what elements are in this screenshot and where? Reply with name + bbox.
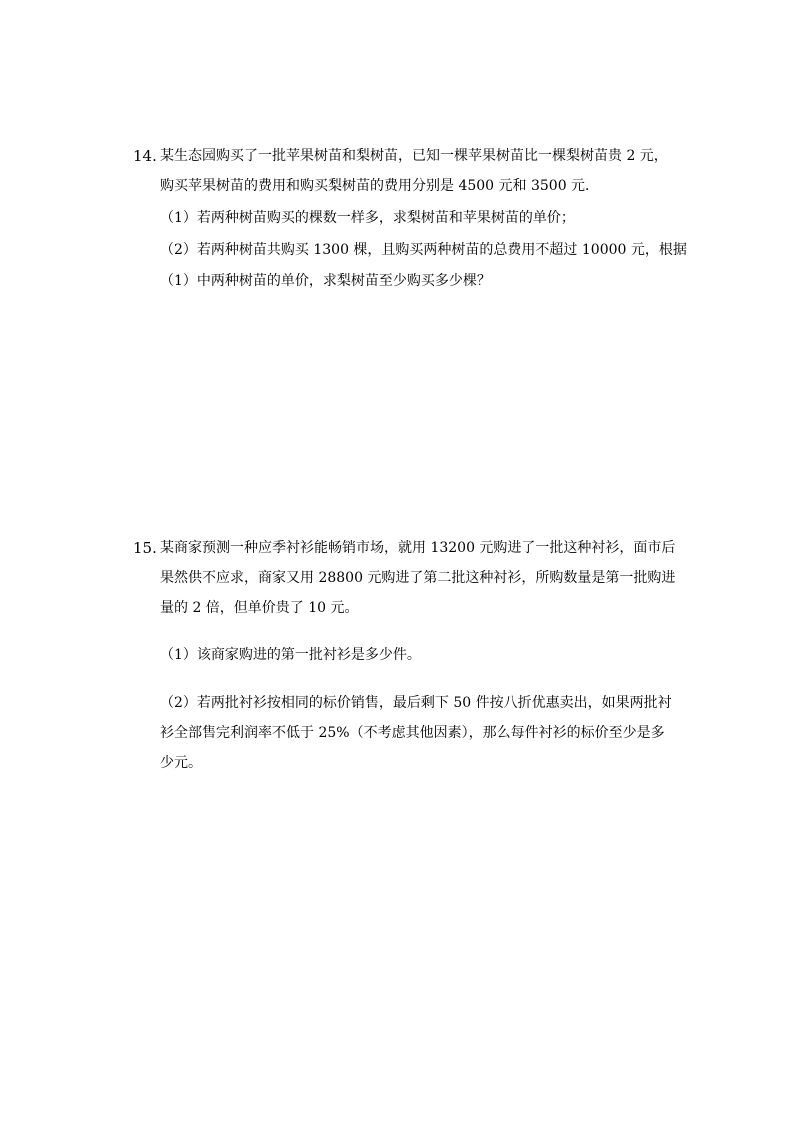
sub-question-2-continued: 少元。 [160, 755, 202, 771]
sub-question-2: （2）若两批衬衫按相同的标价销售，最后剩下 50 件按八折优惠卖出，如果两批衬 [160, 695, 672, 711]
question-text-line: 某商家预测一种应季衬衫能畅销市场，就用 13200 元购进了一批这种衬衫，面市后 [160, 540, 676, 556]
sub-question-1: （1）该商家购进的第一批衬衫是多少件。 [160, 647, 421, 663]
sub-question-2-continued: （1）中两种树苗的单价，求梨树苗至少购买多少棵？ [160, 273, 491, 289]
question-number: 15. [133, 539, 157, 557]
question-text-line: 量的 2 倍，但单价贵了 10 元。 [160, 600, 359, 616]
question-number: 14. [133, 147, 157, 165]
question-text-line: 果然供不应求，商家又用 28800 元购进了第二批这种衬衫，所购数量是第一批购进 [160, 570, 676, 586]
question-text-line: 购买苹果树苗的费用和购买梨树苗的费用分别是 4500 元和 3500 元． [160, 178, 600, 194]
sub-question-2-continued: 衫全部售完利润率不低于 25%（不考虑其他因素），那么每件衬衫的标价至少是多 [160, 725, 665, 741]
sub-question-2: （2）若两种树苗共购买 1300 棵，且购买两种树苗的总费用不超过 10000 元，根据 [160, 242, 687, 258]
question-text-line: 某生态园购买了一批苹果树苗和梨树苗，已知一棵苹果树苗比一棵梨树苗贵 2 元， [160, 148, 668, 164]
sub-question-1: （1）若两种树苗购买的棵数一样多，求梨树苗和苹果树苗的单价； [160, 210, 575, 226]
